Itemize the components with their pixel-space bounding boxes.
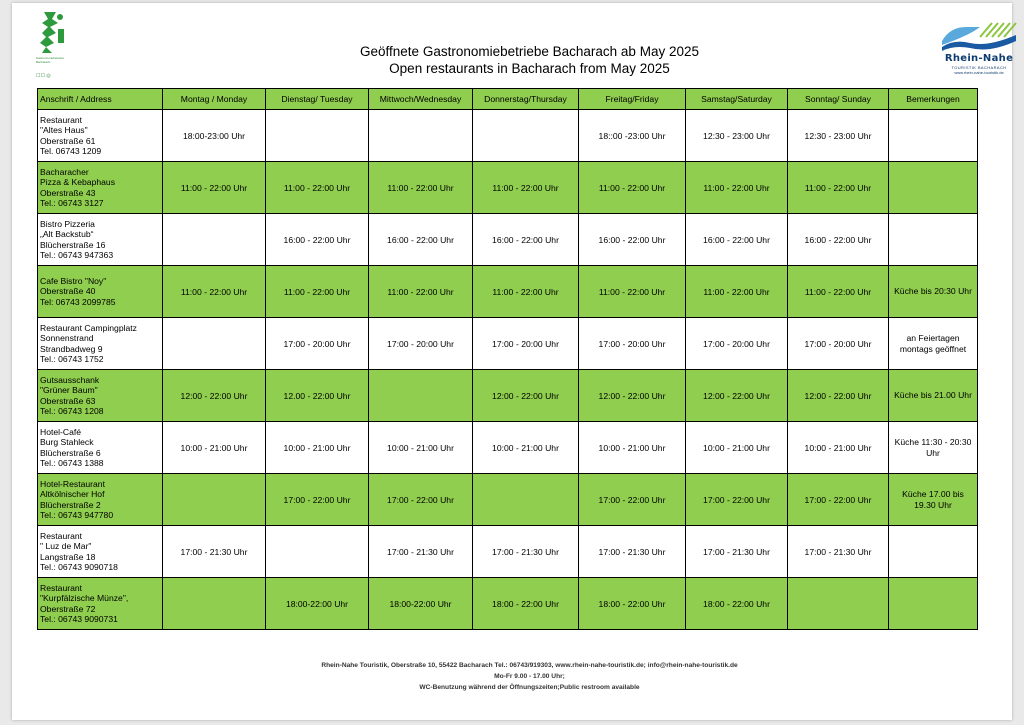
table-row	[38, 578, 978, 630]
hours-wednesday: 11:00 - 22:00 Uhr	[369, 162, 473, 214]
address-cell	[38, 526, 163, 578]
brand-subtitle: TOURISTIK BACHARACH	[951, 65, 1007, 70]
footer	[12, 660, 1024, 693]
address-line: Tel.: 06743 1388	[40, 458, 104, 468]
hours-monday: 12:00 - 22:00 Uhr	[163, 370, 266, 422]
logo-lettering: Gastronomiebetriebe Bacharach	[36, 56, 65, 64]
hours-friday: 16:00 - 22:00 Uhr	[579, 214, 686, 266]
remarks-cell	[889, 578, 978, 630]
hours-sunday: 12:30 - 23:00 Uhr	[788, 110, 889, 162]
header-saturday: Samstag/Saturday	[686, 89, 788, 110]
remarks-cell: Küche 17.00 bis 19.30 Uhr	[889, 474, 978, 526]
remarks-cell: an Feiertagen montags geöffnet	[889, 318, 978, 370]
address-line: " Luz de Mar"	[40, 541, 92, 551]
address-line: Sonnenstrand	[40, 333, 94, 343]
hours-thursday: 17:00 - 21:30 Uhr	[473, 526, 579, 578]
table-row	[38, 474, 978, 526]
hours-tuesday: 17:00 - 22:00 Uhr	[266, 474, 369, 526]
hours-monday: 10:00 - 21:00 Uhr	[163, 422, 266, 474]
address-cell	[38, 110, 163, 162]
address-line: Burg Stahleck	[40, 437, 94, 447]
hours-tuesday: 10:00 - 21:00 Uhr	[266, 422, 369, 474]
hours-saturday: 17:00 - 21:30 Uhr	[686, 526, 788, 578]
address-line: Tel.: 06743 3127	[40, 198, 104, 208]
brand-name: Rhein-Nahe	[944, 53, 1014, 64]
hours-tuesday: 11:00 - 22:00 Uhr	[266, 162, 369, 214]
hours-wednesday: 17:00 - 22:00 Uhr	[369, 474, 473, 526]
hours-saturday: 12:30 - 23:00 Uhr	[686, 110, 788, 162]
address-line: Tel.: 06743 1208	[40, 406, 104, 416]
address-line: Hotel-Restaurant	[40, 478, 105, 489]
hours-friday: 17:00 - 21:30 Uhr	[579, 526, 686, 578]
address-cell	[38, 318, 163, 370]
hours-tuesday: 16:00 - 22:00 Uhr	[266, 214, 369, 266]
address-cell	[38, 422, 163, 474]
hours-friday: 18:00 - 22:00 Uhr	[579, 578, 686, 630]
address-cell	[38, 162, 163, 214]
address-line: Blücherstraße 6	[40, 447, 101, 458]
address-line: Oberstraße 72	[40, 603, 96, 614]
hours-tuesday: 17:00 - 20:00 Uhr	[266, 318, 369, 370]
address-line: Strandbadweg 9	[40, 343, 103, 354]
hours-monday	[163, 474, 266, 526]
hours-monday: 11:00 - 22:00 Uhr	[163, 266, 266, 318]
address-line: Blücherstraße 16	[40, 239, 106, 250]
header-monday: Montag / Monday	[163, 89, 266, 110]
hours-wednesday	[369, 110, 473, 162]
header-thursday: Donnerstag/Thursday	[473, 89, 579, 110]
hours-sunday: 11:00 - 22:00 Uhr	[788, 162, 889, 214]
hours-tuesday: 18:00-22:00 Uhr	[266, 578, 369, 630]
address-line: Langstraße 18	[40, 551, 96, 562]
header-row	[38, 89, 978, 110]
hours-friday: 18::00 -23:00 Uhr	[579, 110, 686, 162]
title-english: Open restaurants in Bacharach from May 2025	[389, 61, 670, 76]
header-address: Anschrift / Address	[38, 89, 163, 110]
address-line: Bistro Pizzeria	[40, 218, 95, 229]
hours-saturday: 10:00 - 21:00 Uhr	[686, 422, 788, 474]
address-cell	[38, 266, 163, 318]
logo-mini-marks: ☐☐ ◎	[36, 73, 51, 79]
table-row	[38, 214, 978, 266]
address-line: "Grüner Baum"	[40, 385, 98, 395]
hours-thursday: 17:00 - 20:00 Uhr	[473, 318, 579, 370]
address-line: Blücherstraße 2	[40, 499, 101, 510]
address-cell	[38, 578, 163, 630]
hours-thursday	[473, 474, 579, 526]
address-line: Tel.: 06743 947363	[40, 250, 114, 260]
hours-thursday: 16:00 - 22:00 Uhr	[473, 214, 579, 266]
hours-friday: 10:00 - 21:00 Uhr	[579, 422, 686, 474]
title-german: Geöffnete Gastronomiebetriebe Bacharach ab May 2025	[360, 44, 699, 59]
document-page	[12, 3, 1012, 720]
hours-wednesday: 17:00 - 21:30 Uhr	[369, 526, 473, 578]
hours-friday: 11:00 - 22:00 Uhr	[579, 162, 686, 214]
address-line: Altkölnischer Hof	[40, 489, 105, 499]
address-line: Restaurant Campingplatz	[40, 322, 137, 333]
hours-thursday	[473, 110, 579, 162]
address-line: Tel: 06743 2099785	[40, 296, 116, 307]
address-line: „Alt Backstub“	[40, 229, 94, 239]
hours-saturday: 16:00 - 22:00 Uhr	[686, 214, 788, 266]
hours-thursday: 12:00 - 22:00 Uhr	[473, 370, 579, 422]
address-line: Oberstraße 43	[40, 187, 96, 198]
hours-saturday: 18:00 - 22:00 Uhr	[686, 578, 788, 630]
table-row	[38, 526, 978, 578]
hours-wednesday: 18:00-22:00 Uhr	[369, 578, 473, 630]
remarks-cell	[889, 214, 978, 266]
hours-wednesday	[369, 370, 473, 422]
hours-sunday: 11:00 - 22:00 Uhr	[788, 266, 889, 318]
address-cell	[38, 370, 163, 422]
hours-thursday: 11:00 - 22:00 Uhr	[473, 162, 579, 214]
remarks-cell	[889, 110, 978, 162]
hours-tuesday: 11:00 - 22:00 Uhr	[266, 266, 369, 318]
footer-office-hours: Mo-Fr 9.00 - 17.00 Uhr;	[494, 673, 565, 680]
hours-tuesday	[266, 526, 369, 578]
address-line: Cafe Bistro "Noy"	[40, 275, 107, 286]
hours-thursday: 10:00 - 21:00 Uhr	[473, 422, 579, 474]
hours-sunday: 16:00 - 22:00 Uhr	[788, 214, 889, 266]
hours-saturday: 11:00 - 22:00 Uhr	[686, 266, 788, 318]
hours-wednesday: 10:00 - 21:00 Uhr	[369, 422, 473, 474]
hours-sunday: 12:00 - 22:00 Uhr	[788, 370, 889, 422]
table-row	[38, 110, 978, 162]
table-row	[38, 318, 978, 370]
hours-friday: 12:00 - 22:00 Uhr	[579, 370, 686, 422]
opening-hours-table	[37, 88, 978, 630]
address-line: Oberstraße 40	[40, 286, 96, 297]
hours-tuesday	[266, 110, 369, 162]
hours-monday: 11:00 - 22:00 Uhr	[163, 162, 266, 214]
hours-monday	[163, 578, 266, 630]
brand-url: www.rhein-nahe-touristik.de	[954, 70, 1004, 75]
address-line: Bacharacher	[40, 166, 89, 177]
header-wednesday: Mittwoch/Wednesday	[369, 89, 473, 110]
address-line: Restaurant	[40, 530, 83, 541]
address-line: Restaurant	[40, 582, 83, 593]
hours-friday: 17:00 - 20:00 Uhr	[579, 318, 686, 370]
hours-wednesday: 17:00 - 20:00 Uhr	[369, 318, 473, 370]
address-line: Gutsausschank	[40, 374, 100, 385]
table-row	[38, 422, 978, 474]
remarks-cell: Küche bis 20:30 Uhr	[889, 266, 978, 318]
hours-thursday: 11:00 - 22:00 Uhr	[473, 266, 579, 318]
table-row	[38, 370, 978, 422]
hours-saturday: 17:00 - 20:00 Uhr	[686, 318, 788, 370]
hours-wednesday: 16:00 - 22:00 Uhr	[369, 214, 473, 266]
hours-monday: 18:00-23:00 Uhr	[163, 110, 266, 162]
address-line: Hotel-Café	[40, 426, 82, 437]
address-line: Tel. 06743 1209	[40, 146, 102, 156]
hours-monday	[163, 318, 266, 370]
hours-saturday: 17:00 - 22:00 Uhr	[686, 474, 788, 526]
hours-friday: 11:00 - 22:00 Uhr	[579, 266, 686, 318]
remarks-cell: Küche bis 21.00 Uhr	[889, 370, 978, 422]
address-line: "Altes Haus"	[40, 125, 88, 135]
address-line: "Kurpfälzische Münze",	[40, 593, 129, 603]
hours-thursday: 18:00 - 22:00 Uhr	[473, 578, 579, 630]
footer-restroom-note: WC-Benutzung während der Öffnungszeiten;Public restroom available	[419, 684, 640, 691]
hours-monday	[163, 214, 266, 266]
header-remarks: Bemerkungen	[889, 89, 978, 110]
footer-contact: Rhein-Nahe Touristik, Oberstraße 10, 55422 Bacharach Tel.: 06743/919303, www.rhein-nahe-touristik.de; info@rhein-nahe-touristik.de	[321, 662, 738, 669]
remarks-cell	[889, 162, 978, 214]
address-line: Oberstraße 61	[40, 135, 96, 146]
address-cell	[38, 474, 163, 526]
hours-friday: 17:00 - 22:00 Uhr	[579, 474, 686, 526]
address-line: Restaurant	[40, 114, 83, 125]
header-tuesday: Dienstag/ Tuesday	[266, 89, 369, 110]
address-line: Pizza & Kebaphaus	[40, 177, 116, 187]
hours-wednesday: 11:00 - 22:00 Uhr	[369, 266, 473, 318]
remarks-cell: Küche 11:30 - 20:30 Uhr	[889, 422, 978, 474]
hours-sunday: 17:00 - 22:00 Uhr	[788, 474, 889, 526]
address-line: Tel.: 06743 9090731	[40, 614, 118, 624]
header-sunday: Sonntag/ Sunday	[788, 89, 889, 110]
address-line: Tel.: 06743 947780	[40, 510, 114, 520]
hours-sunday: 17:00 - 21:30 Uhr	[788, 526, 889, 578]
document-title	[12, 43, 1024, 77]
hours-saturday: 12:00 - 22:00 Uhr	[686, 370, 788, 422]
hours-sunday	[788, 578, 889, 630]
table-row	[38, 162, 978, 214]
hours-tuesday: 12.00 - 22:00 Uhr	[266, 370, 369, 422]
hours-monday: 17:00 - 21:30 Uhr	[163, 526, 266, 578]
remarks-cell	[889, 526, 978, 578]
address-line: Oberstraße 63	[40, 395, 96, 406]
hours-sunday: 17:00 - 20:00 Uhr	[788, 318, 889, 370]
address-cell	[38, 214, 163, 266]
table-row	[38, 266, 978, 318]
hours-sunday: 10:00 - 21:00 Uhr	[788, 422, 889, 474]
hours-saturday: 11:00 - 22:00 Uhr	[686, 162, 788, 214]
header-friday: Freitag/Friday	[579, 89, 686, 110]
address-line: Tel.: 06743 1752	[40, 354, 104, 364]
address-line: Tel.: 06743 9090718	[40, 562, 118, 572]
